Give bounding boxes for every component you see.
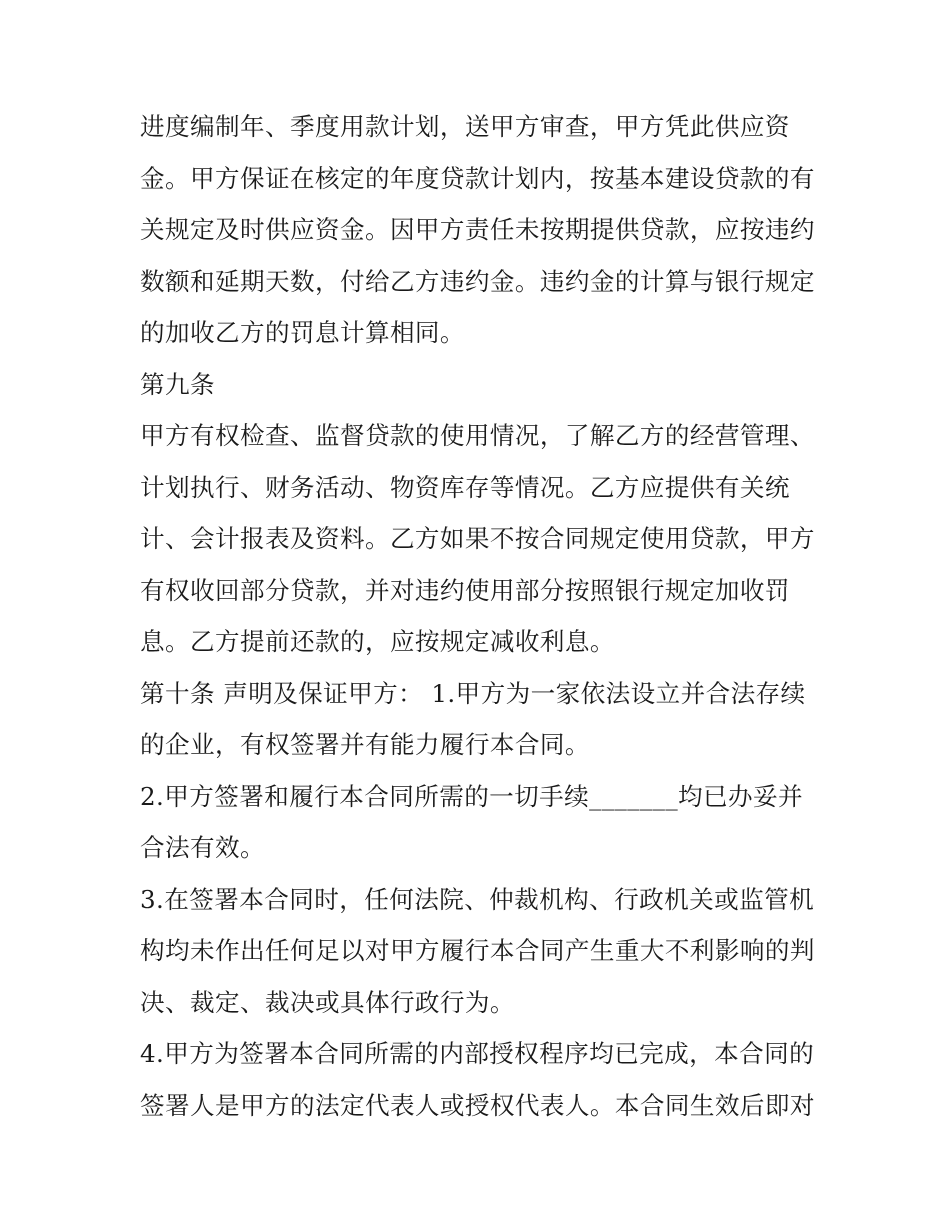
text-line-10: 有权收回部分贷款，并对违约使用部分按照银行规定加收罚: [140, 575, 790, 605]
text-line-18: 决、裁定、裁决或具体行政行为。: [140, 987, 515, 1017]
text-line-19: 4.甲方为签署本合同所需的内部授权程序均已完成，本合同的: [140, 1039, 815, 1068]
text-line-11: 息。乙方提前还款的，应按规定减收利息。: [140, 627, 615, 656]
text-line-15: 合法有效。: [140, 833, 265, 862]
text-line-20: 签署人是甲方的法定代表人或授权代表人。本合同生效后即对: [140, 1090, 815, 1120]
text-line-16: 3.在签署本合同时，任何法院、仲裁机构、行政机关或监管机: [140, 884, 815, 914]
text-line-2: 金。甲方保证在核定的年度贷款计划内，按基本建设贷款的有: [140, 163, 815, 193]
text-line-7: 甲方有权检查、监督贷款的使用情况，了解乙方的经营管理、: [140, 421, 815, 450]
text-line-17: 构均未作出任何足以对甲方履行本合同产生重大不利影响的判: [140, 936, 815, 965]
text-line-1: 进度编制年、季度用款计划，送甲方审查，甲方凭此供应资: [140, 112, 790, 141]
text-line-8: 计划执行、财务活动、物资库存等情况。乙方应提供有关统: [140, 472, 790, 502]
text-line-14: 2.甲方签署和履行本合同所需的一切手续_______均已办妥并: [140, 781, 804, 811]
text-line-3: 关规定及时供应资金。因甲方责任未按期提供贷款，应按违约: [140, 215, 815, 244]
article-heading-9: 第九条: [140, 369, 215, 399]
document-body: [140, 101, 820, 1131]
text-line-5: 的加收乙方的罚息计算相同。: [140, 318, 465, 347]
text-line-4: 数额和延期天数，付给乙方违约金。违约金的计算与银行规定: [140, 266, 815, 296]
text-line-9: 计、会计报表及资料。乙方如果不按合同规定使用贷款，甲方: [140, 524, 815, 553]
article-heading-10: 第十条 声明及保证甲方： 1.甲方为一家依法设立并合法存续: [140, 678, 806, 708]
text-line-13: 的企业，有权签署并有能力履行本合同。: [140, 730, 590, 759]
